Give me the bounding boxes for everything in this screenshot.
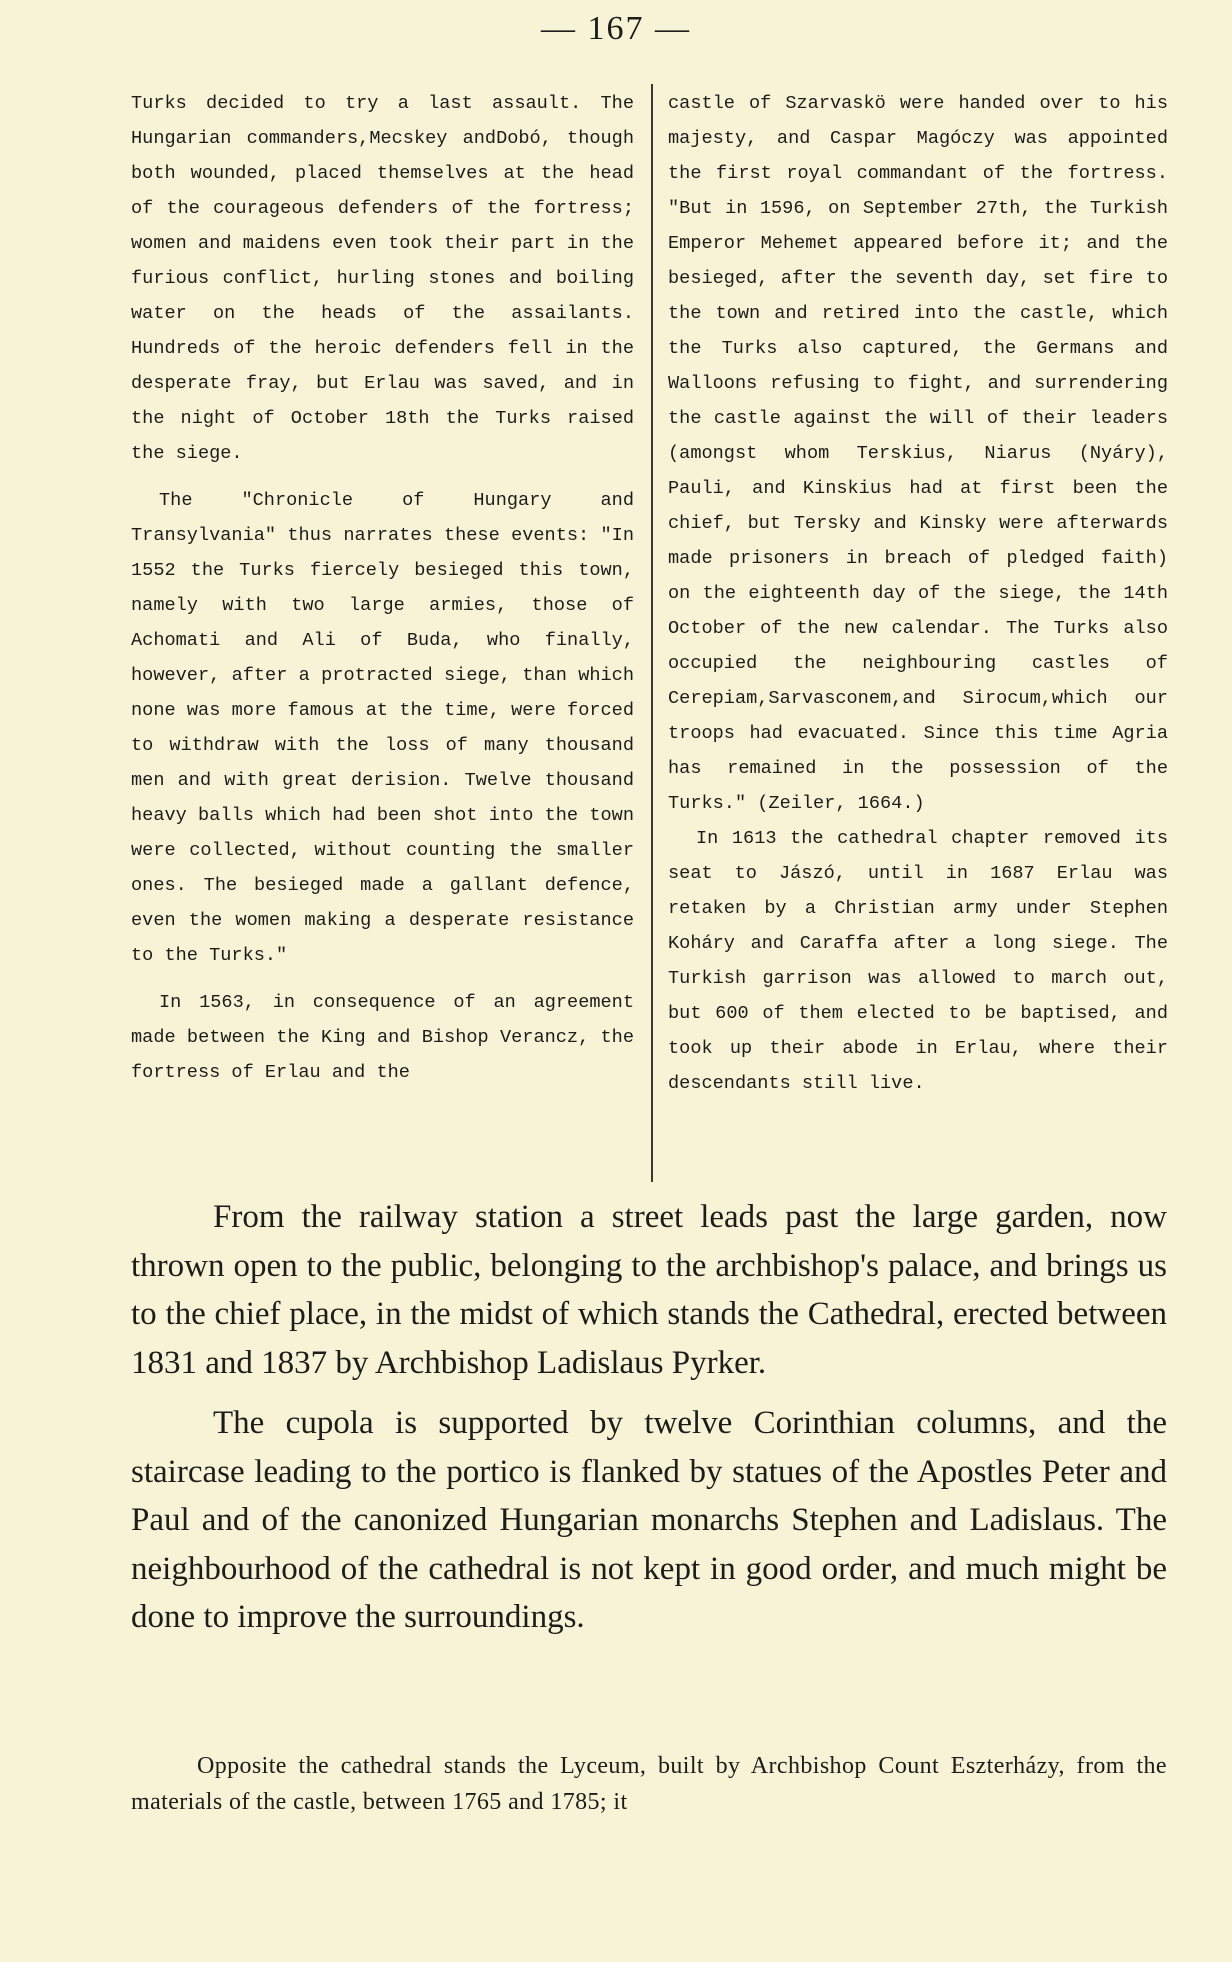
- main-text-block: [131, 1193, 1167, 1642]
- main-paragraph: The cupola is supported by twelve Corinthian columns, and the staircase leading to the portico is flanked by statues of the Apostles Peter and Paul and of the canonized Hungarian monarchs Stephen and Ladislaus. The neighbourhood of the cathedral is not kept in good order, and much might be done to improve the surroundings.: [131, 1405, 1167, 1635]
- closing-paragraph: Opposite the cathedral stands the Lyceum, built by Archbishop Count Eszterházy, from the materials of the castle, between 1765 and 1785; it: [131, 1753, 1167, 1815]
- right-column: [668, 86, 1168, 1101]
- column-divider: [651, 84, 653, 1182]
- left-paragraph: In 1563, in consequence of an agreement made between the King and Bishop Verancz, the fortress of Erlau and the: [131, 992, 634, 1083]
- page-number: — 167 —: [541, 10, 691, 47]
- left-column: [131, 86, 634, 1090]
- left-paragraph: Turks decided to try a last assault. The Hungarian commanders,Mecskey andDobó, though both wounded, placed themselves at the head of the courageous defenders of the fortress; women and maidens even took their part in the furious conflict, hurling stones and boiling water on the heads of the assailants. Hundreds of the heroic defenders fell in the desperate fray, but Erlau was saved, and in the night of October 18th the Turks raised the siege.: [131, 93, 634, 464]
- left-paragraph: The "Chronicle of Hungary and Transylvania" thus narrates these events: "In 1552 the Turks fiercely besieged this town, namely with two large armies, those of Achomati and Ali of Buda, who finally, however, after a protracted siege, than which none was more famous at the time, were forced to withdraw with the loss of many thousand men and with great derision. Twelve thousand heavy balls which had been shot into the town were collected, without counting the smaller ones. The besieged made a gallant defence, even the women making a desperate resistance to the Turks.": [131, 490, 634, 966]
- closing-text-block: [131, 1748, 1167, 1820]
- main-paragraph: From the railway station a street leads past the large garden, now thrown open to the public, belonging to the archbishop's palace, and brings us to the chief place, in the midst of which stands the Cathedral, erected between 1831 and 1837 by Archbishop Ladislaus Pyrker.: [131, 1199, 1167, 1381]
- right-paragraph: In 1613 the cathedral chapter removed its seat to Jászó, until in 1687 Erlau was retaken by a Christian army under Stephen Koháry and Caraffa after a long siege. The Turkish garrison was allowed to march out, but 600 of them elected to be baptised, and took up their abode in Erlau, where their descendants still live.: [668, 828, 1168, 1094]
- right-paragraph: castle of Szarvaskö were handed over to his majesty, and Caspar Magóczy was appointed the first royal commandant of the fortress. "But in 1596, on September 27th, the Turkish Emperor Mehemet appeared before it; and the besieged, after the seventh day, set fire to the town and retired into the castle, which the Turks also captured, the Germans and Walloons refusing to fight, and surrendering the castle against the will of their leaders (amongst whom Terskius, Niarus (Nyáry), Pauli, and Kinskius had at first been the chief, but Tersky and Kinsky were afterwards made prisoners in breach of pledged faith) on the eighteenth day of the siege, the 14th October of the new calendar. The Turks also occupied the neighbouring castles of Cerepiam,Sarvasconem,and Sirocum,which our troops had evacuated. Since this time Agria has remained in the possession of the Turks." (Zeiler, 1664.): [668, 93, 1168, 814]
